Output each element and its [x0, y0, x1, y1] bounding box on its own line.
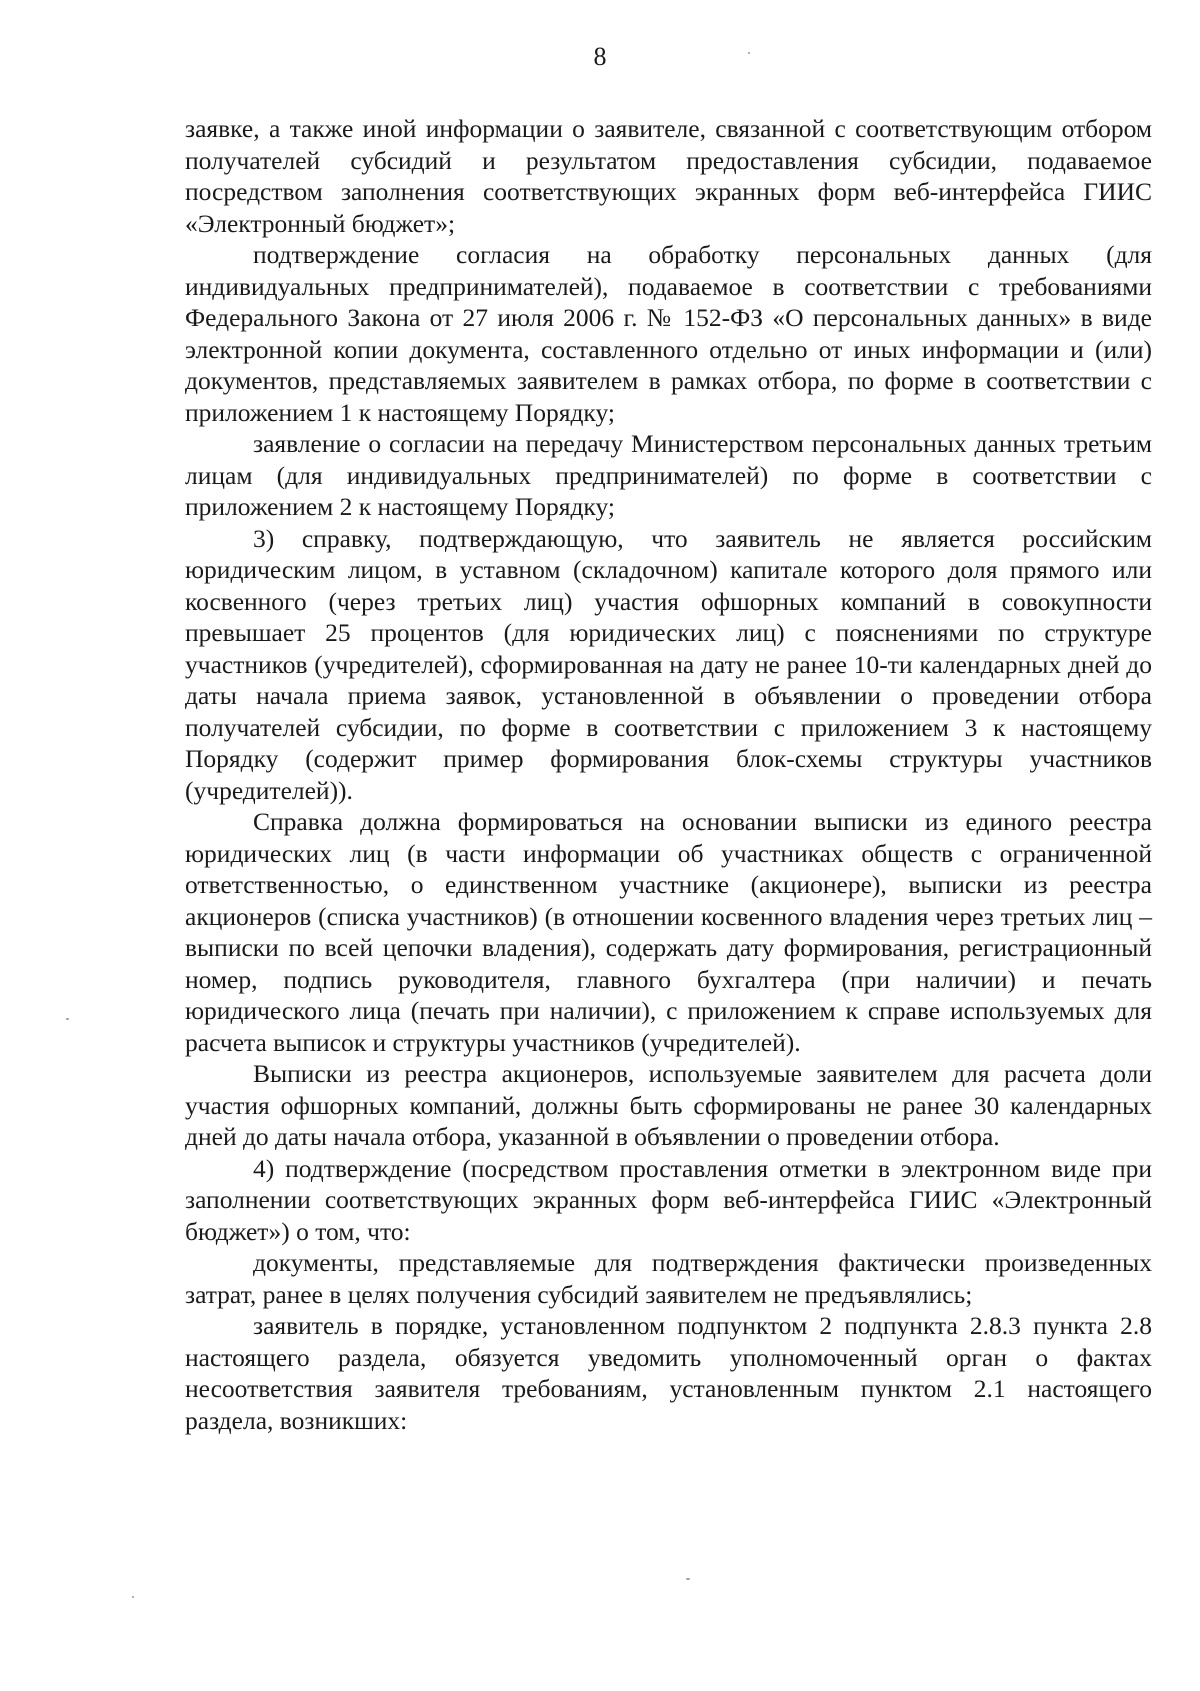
page-number: 8	[593, 42, 607, 71]
document-body	[185, 113, 1152, 1436]
scan-speck	[686, 1578, 690, 1580]
paragraph-certificate-basis: Справка должна формироваться на основании выписки из единого реестра юридических лиц (в части информации об участниках обществ с ограниченной ответственностью, о единственном участнике (акционере), выписки из реестра акционеров (списка участников) (в отношении косвенного владения через третьих лиц – выписки по всей цепочки владения), содержать дату формирования, регистрационный номер, подпись руководителя, главного бухгалтера (при наличии) и печать юридического лица (печать при наличии), с приложением к справе используемых для расчета выписок и структуры участников (учредителей).	[185, 807, 1152, 1057]
paragraph-intro-continuation: заявке, а также иной информации о заявителе, связанной с соответствующим отбором получателей субсидий и результатом предоставления субсидии, подаваемое посредством заполнения соответствующих экранных форм веб-интерфейса ГИИС «Электронный бюджет»;	[185, 114, 1152, 238]
paragraph-data-transfer-consent: заявление о согласии на передачу Министерством персональных данных третьим лицам (для индивидуальных предпринимателей) по форме в соответствии с приложением 2 к настоящему Порядку;	[185, 429, 1152, 521]
paragraph-documents-not-presented: документы, представляемые для подтверждения фактически произведенных затрат, ранее в целях получения субсидий заявителем не предъявлялись;	[185, 1248, 1152, 1309]
paragraph-applicant-obligation: заявитель в порядке, установленном подпунктом 2 подпункта 2.8.3 пункта 2.8 настоящего раздела, обязуется уведомить уполномоченный орган о фактах несоответствия заявителя требованиям, установленным пунктом 2.1 настоящего раздела, возникших:	[185, 1311, 1152, 1435]
scan-speck	[132, 1596, 134, 1598]
scan-speck	[748, 52, 750, 54]
paragraph-shareholder-extracts: Выписки из реестра акционеров, используемые заявителем для расчета доли участия офшорных компаний, должны быть сформированы не ранее 30 календарных дней до даты начала отбора, указанной в объявлении о проведении отбора.	[185, 1059, 1152, 1151]
scan-speck	[66, 1018, 69, 1020]
paragraph-item-4-confirmation: 4) подтверждение (посредством проставления отметки в электронном виде при заполнении соответствующих экранных форм веб-интерфейса ГИИС «Электронный бюджет») о том, что:	[185, 1153, 1152, 1246]
paragraph-personal-data-consent: подтверждение согласия на обработку персональных данных (для индивидуальных предпринимателей), подаваемое в соответствии с требованиями Федерального Закона от 27 июля 2006 г. № 152-ФЗ «О персональных данных» в виде электронной копии документа, составленного отдельно от иных информации и (или) документов, представляемых заявителем в рамках отбора, по форме в соответствии с приложением 1 к настоящему Порядку;	[185, 240, 1152, 427]
paragraph-item-3-certificate: 3) справку, подтверждающую, что заявитель не является российским юридическим лицом, в уставном (складочном) капитале которого доля прямого или косвенного (через третьих лиц) участия офшорных компаний в совокупности превышает 25 процентов (для юридических лиц) с пояснениями по структуре участников (учредителей), сформированная на дату не ранее 10-ти календарных дней до даты начала приема заявок, установленной в объявлении о проведении отбора получателей субсидии, по форме в соответствии с приложением 3 к настоящему Порядку (содержит пример формирования блок-схемы структуры участников (учредителей)).	[185, 523, 1152, 805]
